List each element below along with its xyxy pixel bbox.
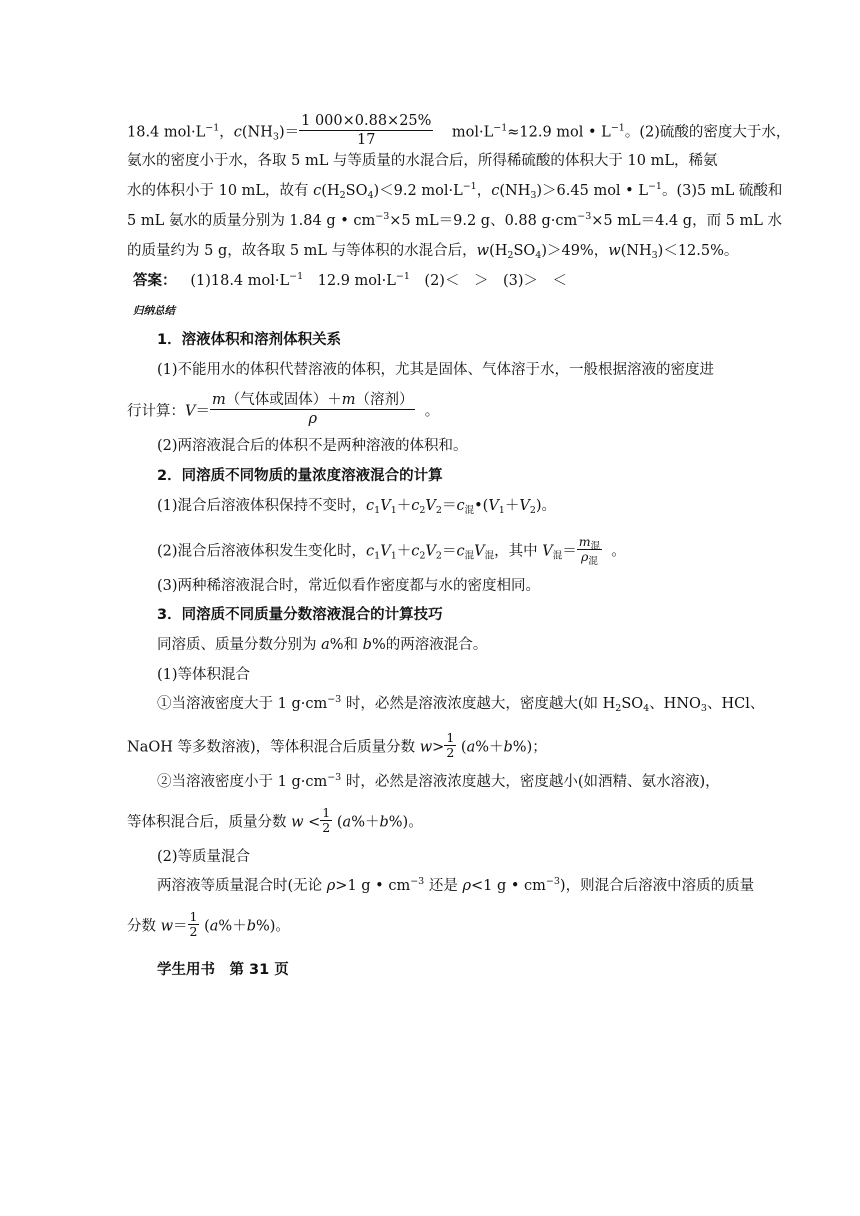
- s3-line-5: ②当溶液密度小于 1 $g\cdot cm^{-3}$ 时，必然是溶液浓度越大，密度越小(如酒精、氨水溶液)，: [157, 772, 720, 790]
- half-fraction: $\frac{1}{2}$: [322, 805, 331, 835]
- solution-line-3: 水的体积小于 10 mL，故有 $c(H_2SO_4)<9.2$ $mol\cdot L^{-1}$，$c(NH_3)>6.45$ mol • $L^{-1}$。(3)5 mL 硫酸和: [127, 181, 783, 201]
- solution-line-1: 18.4 $mol\cdot L^{-1}$，$c(NH_3)=$ $\frac{1 000\times 0.88\times 25\%}{17}$ $mol\cdot L^{-1}\approx 12.9$ mol • $L^{-1}$。(2)硫酸的密度大于水，: [127, 113, 791, 148]
- answer-label: 答案：: [133, 273, 177, 289]
- solution-line-2: 氨水的密度小于水，各取 5 mL 与等质量的水混合后，所得稀硫酸的体积大于 10 mL，稀氨: [127, 153, 718, 169]
- page-reference-footer: 学生用书 第 31 页: [157, 962, 289, 978]
- section-3-heading: 3．同溶质不同质量分数溶液混合的计算技巧: [157, 607, 443, 623]
- s3-line-4: NaOH 等多数溶液)，等体积混合后质量分数 w> $\frac{1}{2}$ (a%＋b%)；: [127, 730, 547, 760]
- s3-line-6: 等体积混合后，质量分数 w < $\frac{1}{2}$ (a%＋b%)。: [127, 805, 423, 835]
- s2-line-2: (2)混合后溶液体积发生变化时，$c_1V_1+c_2V_2=c_混V_混$，其中 $V_混=$ $\frac{m_混}{\rho_混}$ 。: [157, 534, 626, 567]
- section-2-heading: 2．同溶质不同物质的量浓度溶液混合的计算: [157, 468, 443, 484]
- solution-line-4: 5 mL 氨水的质量分别为 1.84 g • $cm^{-3}\times 5$ mL＝9.2 g、0.88 $g\cdot cm^{-3}\times 5$ mL＝4.4 g，而 5 mL 水: [127, 211, 783, 229]
- summary-tag: 归纳总结: [133, 305, 175, 317]
- half-fraction: $\frac{1}{2}$: [446, 730, 455, 760]
- volume-formula-fraction: $\frac{\text{m（气体或固体）＋m（溶剂）}}{\rho}$: [211, 392, 414, 427]
- half-fraction: $\frac{1}{2}$: [189, 909, 198, 939]
- s1-line-3: (2)两溶液混合后的体积不是两种溶液的体积和。: [157, 438, 468, 454]
- s3-line-8: 两溶液等质量混合时(无论 ρ>1 g • $cm^{-3}$ 还是 ρ<1 g • $cm^{-3}$)，则混合后溶液中溶质的质量: [157, 876, 755, 894]
- s3-line-3: ①当溶液密度大于 1 $g\cdot cm^{-3}$ 时，必然是溶液浓度越大，密度越大(如 $H_2SO_4$、$HNO_3$、HCl、: [157, 694, 765, 714]
- s2-line-1: (1)混合后溶液体积保持不变时，$c_1V_1+c_2V_2=c_混•(V_1+V_2)$。: [157, 498, 557, 516]
- mixed-volume-fraction: $\frac{m_混}{\rho_混}$: [578, 534, 601, 567]
- section-1-heading: 1．溶液体积和溶剂体积关系: [157, 332, 342, 348]
- solution-line-5: 的质量约为 5 g，故各取 5 mL 与等体积的水混合后，$w(H_2SO_4)>49\%$，$w(NH_3)<12.5\%$。: [127, 243, 739, 261]
- s1-line-1: (1)不能用水的体积代替溶液的体积，尤其是固体、气体溶于水，一般根据溶液的密度进: [157, 362, 715, 378]
- s2-line-3: (3)两种稀溶液混合时，常近似看作密度都与水的密度相同。: [157, 578, 541, 594]
- s3-line-2: (1)等体积混合: [157, 667, 251, 683]
- s1-line-2: 行计算：V＝ $\frac{\text{m（气体或固体）＋m（溶剂）}}{\rho}$ 。: [127, 392, 440, 427]
- answer-line: 答案： (1)18.4 $mol\cdot L^{-1}$ 12.9 $mol\cdot L^{-1}$ (2)＜ ＞ (3)＞ ＜: [133, 271, 567, 289]
- s3-line-9: 分数 w＝ $\frac{1}{2}$ (a%＋b%)。: [127, 909, 290, 939]
- s3-line-1: 同溶质、质量分数分别为 a%和 b%的两溶液混合。: [157, 637, 488, 653]
- ammonia-concentration-fraction: $\frac{1 000\times 0.88\times 25\%}{17}$: [301, 113, 432, 148]
- s3-line-7: (2)等质量混合: [157, 849, 251, 865]
